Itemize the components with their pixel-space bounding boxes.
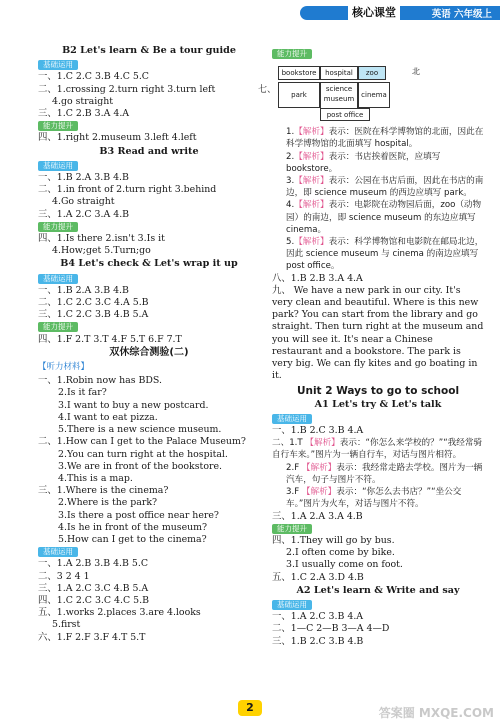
answer-line: 四、1.They will go by bus. (272, 534, 395, 546)
answer-line: 四、1.C 2.C 3.C 4.C 5.B (38, 594, 149, 606)
answer-line: 五、1.works 2.places 3.are 4.looks (38, 607, 201, 619)
transcript-line: 三、1.Where is the cinema? (38, 485, 169, 497)
explanation-a1-3: 3.F 【解析】表示：“你怎么去书店？”“坐公交车。”图片为火车，对话与图片不符。 (286, 487, 462, 510)
explanation-5: 5.【解析】表示：科学博物馆和电影院在邮局北边，因此 science museum 与 cinema 的南边应填写 post office。 (286, 237, 484, 272)
explanation-3: 3.【解析】表示：公园在书店后面，因此在书店的南边，即 science museum 的西边应填写 park。 (286, 176, 484, 199)
tag-ability: 能力提升 (272, 49, 312, 59)
tag-ability: 能力提升 (38, 121, 78, 131)
section-title-b2: B2 Let's learn & Be a tour guide (62, 45, 236, 56)
tag-basic: 基础运用 (38, 60, 78, 70)
answer-line: 一、1.B 2.A 3.B 4.B (38, 284, 129, 296)
transcript-line: 2.You can turn right at the hospital. (58, 448, 228, 460)
transcript-line: 5.There is a new science museum. (58, 424, 222, 436)
answer-line: 二、1.C 2.C 3.C 4.A 5.B (38, 297, 149, 309)
transcript-line: 3.We are in front of the bookstore. (58, 460, 222, 472)
transcript-line: 2.Where is the park? (58, 497, 158, 509)
answer-line: 三、1.B 2.C 3.B 4.B (272, 635, 364, 647)
answer-line: 4.Go straight (52, 196, 115, 208)
section-title-a2: A2 Let's learn & Write and say (296, 584, 460, 596)
transcript-line: 4.Is he in front of the museum? (58, 521, 208, 533)
explanation-a1-1: 二、1.T 【解析】表示：“你怎么来学校的？”“我经常骑自行车来。”图片为一辆自行车，对话与图片相符。 (272, 438, 483, 461)
header-subject: 英语 六年级上 (431, 9, 492, 20)
transcript-line: 一、1.Robin now has BDS. (38, 375, 162, 387)
answer-line: 2.I often come by bike. (286, 547, 395, 559)
watermark: 答案圈 MXQE.COM (378, 706, 494, 720)
writing-answer: 九、 We have a new park in our city. It's very clean and beautiful. Where is this new park? You can start from the library and go straight. Then turn right at the museum and you will see it. It's near a Chinese restaurant and a bookstore. The park is very big. We can fly kites and go boating in it. (272, 284, 484, 382)
answer-line: 三、1.A 2.C 3.A 4.B (38, 208, 130, 220)
tag-basic: 基础运用 (38, 274, 78, 284)
transcript-line: 2.Is it far? (58, 387, 107, 399)
answer-line: 八、1.B 2.B 3.A 4.A (272, 272, 363, 284)
right-column (258, 48, 484, 648)
tag-ability: 能力提升 (38, 222, 78, 232)
map-cell-cinema: cinema (358, 82, 390, 108)
section-title-a1: A1 Let's try & Let's talk (314, 398, 442, 410)
explanation-1: 1.【解析】表示：医院在科学博物馆的北面，因此在科学博物馆的北面填写 hospital。 (286, 127, 484, 150)
answer-line: 五、1.C 2.A 3.D 4.B (272, 571, 364, 583)
answer-line: 四、1.right 2.museum 3.left 4.left (38, 132, 197, 144)
answer-line: 四、1.Is there 2.isn't 3.Is it (38, 233, 165, 245)
answer-line: 一、1.C 2.C 3.B 4.C 5.C (38, 71, 149, 83)
answer-line: 三、1.A 2.A 3.A 4.B (272, 510, 363, 522)
answer-line: 三、1.C 2.B 3.A 4.A (38, 108, 130, 120)
transcript-line: 5.How can I get to the cinema? (58, 533, 207, 545)
answer-line: 三、1.A 2.C 3.C 4.B 5.A (38, 582, 149, 594)
answer-line: 三、1.C 2.C 3.B 4.B 5.A (38, 309, 149, 321)
answer-line: 一、1.A 2.C 3.B 4.A (272, 611, 364, 623)
review-title: 双休综合测验(二) (109, 346, 189, 358)
answer-line: 4.go straight (52, 95, 114, 107)
answer-line: 5.first (52, 619, 81, 631)
explanation-2: 2.【解析】表示：书店挨着医院，应填写 bookstore。 (286, 151, 441, 174)
tag-ability: 能力提升 (272, 524, 312, 534)
map-cell-post-office: post office (320, 108, 370, 121)
answer-line: 四、1.F 2.T 3.T 4.F 5.T 6.F 7.T (38, 333, 182, 345)
answer-line: 六、1.F 2.F 3.F 4.T 5.T (38, 631, 146, 643)
section-title-b3: B3 Read and write (99, 145, 199, 157)
section-title-b4: B4 Let's check & Let's wrap it up (60, 258, 238, 270)
tag-basic: 基础运用 (38, 547, 78, 557)
map-cell-zoo: zoo (358, 66, 386, 80)
map-cell-hospital: hospital (320, 66, 358, 80)
answer-line: 3.I usually come on foot. (286, 559, 403, 571)
page-number: 2 (238, 700, 262, 716)
tag-basic: 基础运用 (272, 600, 312, 610)
map-cell-science-museum: science museum (320, 82, 358, 109)
transcript-line: 4.This is a map. (58, 472, 133, 484)
question-number-seven: 七、 (258, 85, 277, 96)
transcript-line: 4.I want to eat pizza. (58, 411, 158, 423)
answer-line: 一、1.A 2.B 3.B 4.B 5.C (38, 558, 149, 570)
map-cell-bookstore: bookstore (278, 66, 320, 80)
left-column (38, 44, 260, 644)
answer-line: 二、1.in front of 2.turn right 3.behind (38, 184, 217, 196)
transcript-line: 3.Is there a post office near here? (58, 509, 219, 521)
listening-material-label: 【听力材料】 (38, 362, 90, 373)
north-marker: 北 (412, 67, 420, 77)
answer-line: 4.How;get 5.Turn;go (52, 245, 151, 257)
tag-basic: 基础运用 (38, 161, 78, 171)
explanation-4: 4.【解析】表示：电影院在动物园后面，zoo（动物园）的南边，即 science museum 的东边应填写 cinema。 (286, 200, 482, 235)
page-header (0, 0, 500, 22)
unit-title: Unit 2 Ways to go to school (296, 385, 460, 398)
answer-line: 二、1—C 2—B 3—A 4—D (272, 623, 390, 635)
transcript-line: 二、1.How can I get to the Palace Museum? (38, 436, 246, 448)
explanation-a1-2: 2.F 【解析】表示：我经常走路去学校。图片为一辆汽车，句子与图片不符。 (286, 462, 483, 485)
map-diagram (258, 62, 484, 122)
header-brand: 核心课堂 (348, 3, 400, 21)
answer-line: 一、1.B 2.C 3.B 4.A (272, 425, 364, 437)
answer-line: 二、1.crossing 2.turn right 3.turn left (38, 83, 216, 95)
transcript-line: 3.I want to buy a new postcard. (58, 399, 209, 411)
tag-basic: 基础运用 (272, 414, 312, 424)
map-cell-park: park (278, 82, 320, 108)
answer-line: 一、1.B 2.A 3.B 4.B (38, 172, 129, 184)
answer-line: 二、3 2 4 1 (38, 570, 90, 582)
tag-ability: 能力提升 (38, 322, 78, 332)
